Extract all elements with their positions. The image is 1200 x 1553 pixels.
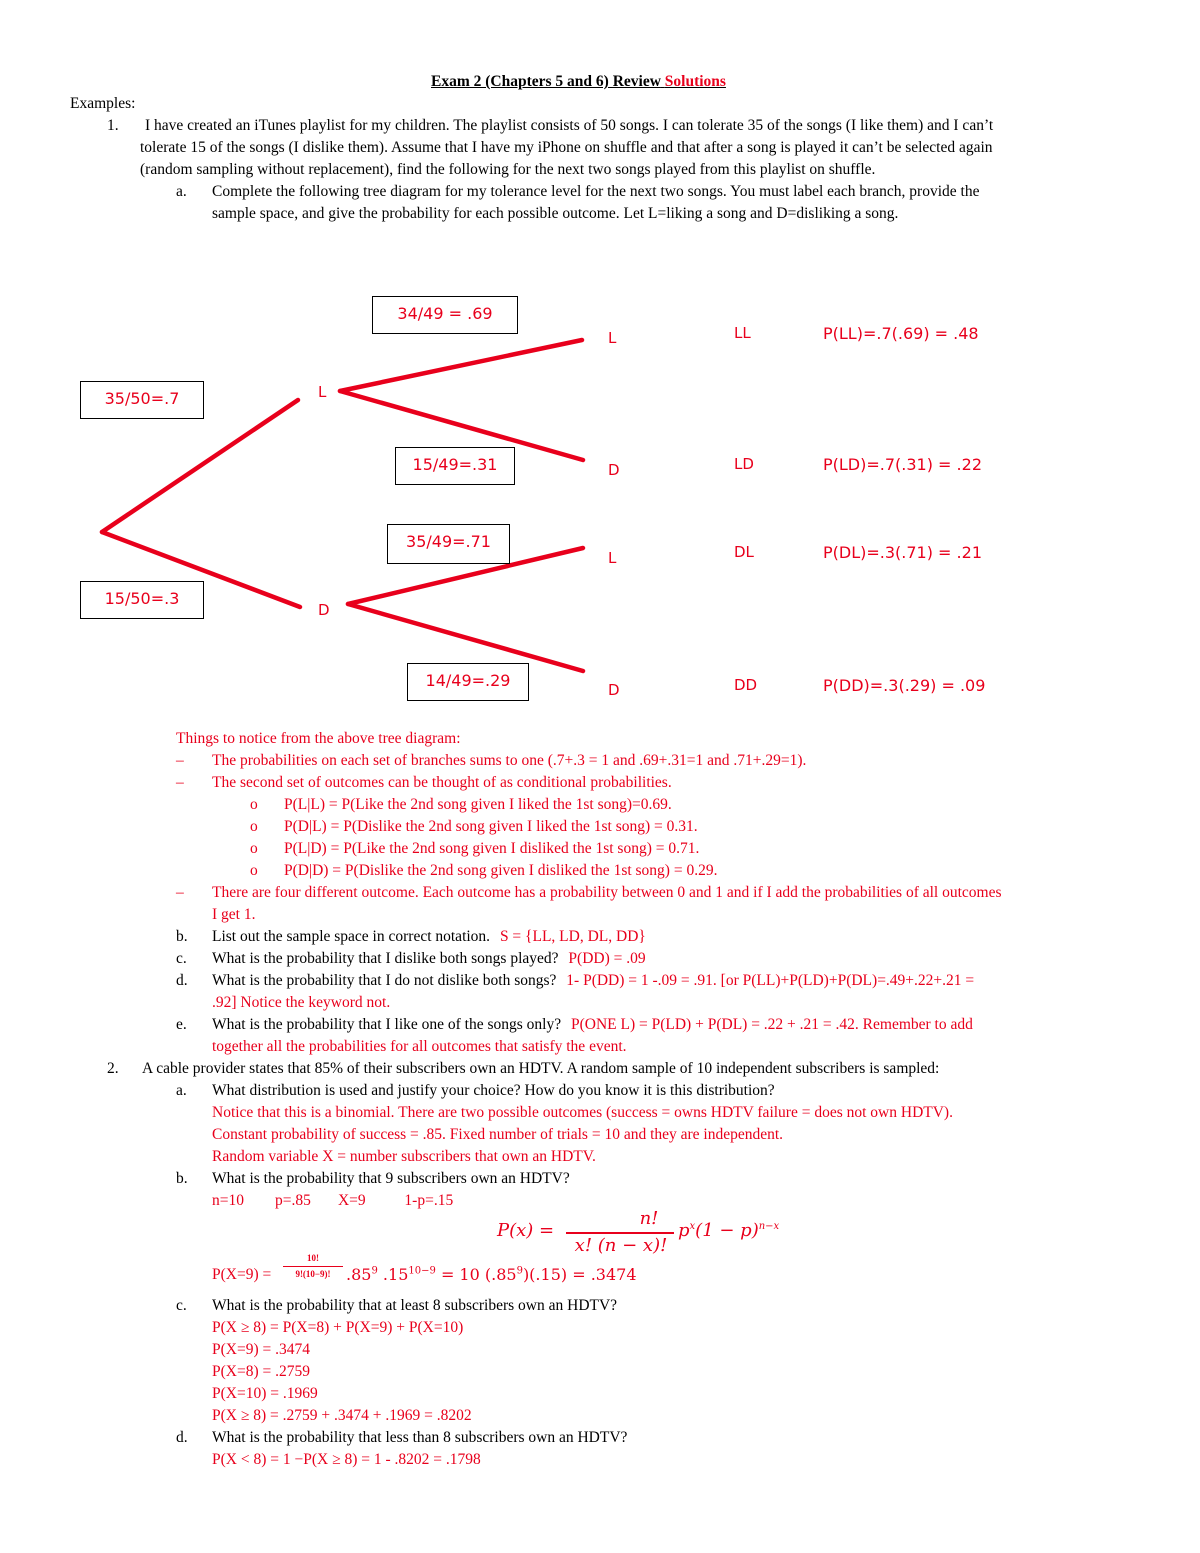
q2b-calc-den: 9!(10−9)! — [295, 1269, 331, 1279]
q2d-letter: d. — [176, 1429, 188, 1446]
title-text: Exam 2 (Chapters 5 and 6) Review — [431, 73, 661, 90]
bullet-o-3: o — [250, 840, 258, 857]
binomial-formula-rhs — [678, 1221, 779, 1241]
node-L: L — [318, 383, 327, 401]
q1-line3: (random sampling without replacement), find the following for the next two songs played from this playlist on shuffle. — [140, 161, 876, 178]
formula-exp-nx: n−x — [758, 1221, 780, 1232]
calc-exp-9b: 9 — [516, 1265, 523, 1277]
q2c-line4: P(X=10) = .1969 — [212, 1385, 318, 1402]
q2d-question: What is the probability that less than 8 subscribers own an HDTV? — [212, 1429, 628, 1446]
bullet-o-2: o — [250, 818, 258, 835]
branch-LL — [340, 340, 582, 391]
q2a-question: What distribution is used and justify your choice? How do you know it is this distribution? — [212, 1082, 775, 1099]
q2b-calc-prefix: P(X=9) = — [212, 1266, 272, 1283]
q2b-calc-bar — [283, 1266, 343, 1267]
calc-exp-9: 9 — [371, 1265, 378, 1277]
q1e-question-text: What is the probability that I like one of the songs only? — [212, 1016, 562, 1033]
cond-3: P(L|D) = P(Like the 2nd song given I disliked the 1st song) = 0.71. — [284, 840, 700, 857]
leaf-D-1: D — [608, 461, 620, 479]
note-3-line1: There are four different outcome. Each outcome has a probability between 0 and 1 and if I add the probabilities of all outcomes — [212, 884, 1002, 901]
note-1: The probabilities on each set of branches sums to one (.7+.3 = 1 and .69+.31=1 and .71+.29=1). — [212, 752, 807, 769]
q2a-answer-1: Notice that this is a binomial. There are two possible outcomes (success = owns HDTV failure = does not own HDTV). — [212, 1104, 953, 1121]
q1c-question-text: What is the probability that I dislike both songs played? — [212, 950, 559, 967]
q2a-answer-2: Constant probability of success = .85. Fixed number of trials = 10 and they are independent. — [212, 1126, 784, 1143]
outcome-LD: LD — [734, 455, 754, 473]
branch-first-L — [102, 400, 298, 532]
formula-one-minus-p: (1 − p) — [695, 1220, 759, 1241]
outcome-LL: LL — [734, 324, 751, 342]
q2d-answer: P(X < 8) = 1 −P(X ≥ 8) = 1 - .8202 = .1798 — [212, 1451, 481, 1468]
note-2: The second set of outcomes can be thought of as conditional probabilities. — [212, 774, 672, 791]
note-dash-1: – — [176, 752, 184, 769]
outcome-DL: DL — [734, 543, 754, 561]
q2c-question: What is the probability that at least 8 subscribers own an HDTV? — [212, 1297, 618, 1314]
box-first-L: 35/50=.7 — [80, 381, 204, 419]
q2b-calc-rest — [346, 1265, 637, 1285]
notes-heading: Things to notice from the above tree diagram: — [176, 730, 461, 747]
box-DD: 14/49=.29 — [407, 663, 529, 701]
prob-LL: P(LL)=.7(.69) = .48 — [823, 324, 979, 343]
bullet-o-4: o — [250, 862, 258, 879]
binomial-formula-lhs: P(x) = — [497, 1220, 555, 1241]
formula-exp-x: x — [689, 1221, 696, 1232]
q1d-letter: d. — [176, 972, 188, 989]
q1c-letter: c. — [176, 950, 187, 967]
q2a-answer-3: Random variable X = number subscribers that own an HDTV. — [212, 1148, 596, 1165]
cond-1: P(L|L) = P(Like the 2nd song given I liked the 1st song)=0.69. — [284, 796, 672, 813]
box-LL: 34/49 = .69 — [372, 296, 518, 334]
q2c-line5: P(X ≥ 8) = .2759 + .3474 + .1969 = .8202 — [212, 1407, 472, 1424]
q1-line2: tolerate 15 of the songs (I dislike them). Assume that I have my iPhone on shuffle and that after a song is played it can’t be selected again — [140, 139, 993, 156]
q1c-answer: P(DD) = .09 — [568, 950, 646, 967]
note-3-line2: I get 1. — [212, 906, 256, 923]
cond-2: P(D|L) = P(Dislike the 2nd song given I liked the 1st song) = 0.31. — [284, 818, 698, 835]
q1d-answer-line1: 1- P(DD) = 1 -.09 = .91. [or P(LL)+P(LD)+P(DL)=.49+.22+.21 = — [566, 972, 975, 989]
q1e-answer-line1: P(ONE L) = P(LD) + P(DL) = .22 + .21 = .42. Remember to add — [570, 1016, 973, 1033]
note-dash-2: – — [176, 774, 184, 791]
q2b-calc-num: 10! — [307, 1253, 319, 1263]
q1d-question-text: What is the probability that I do not dislike both songs? — [212, 972, 557, 989]
binomial-fraction-bar — [566, 1232, 674, 1234]
box-LD: 15/49=.31 — [395, 447, 515, 485]
q1b-question — [212, 927, 646, 947]
q1a-line1: Complete the following tree diagram for my tolerance level for the next two songs. You must label each branch, provide the — [212, 183, 980, 200]
binomial-formula-num: n! — [639, 1208, 659, 1229]
q1a-letter: a. — [176, 183, 187, 200]
q2c-letter: c. — [176, 1297, 187, 1314]
q2-number: 2. — [107, 1060, 119, 1077]
q1-number: 1. — [107, 117, 119, 134]
outcome-DD: DD — [734, 676, 758, 694]
calc-exp-10-9: 10−9 — [408, 1265, 436, 1277]
bullet-o-1: o — [250, 796, 258, 813]
examples-label: Examples: — [70, 95, 136, 112]
box-first-D: 15/50=.3 — [80, 581, 204, 619]
binomial-formula-den: x! (n − x)! — [574, 1235, 668, 1256]
q1a-line2: sample space, and give the probability for each possible outcome. Let L=liking a song and D=disliking a song. — [212, 205, 899, 222]
node-D: D — [318, 601, 330, 619]
q1d-answer-line2: .92] Notice the keyword not. — [212, 994, 391, 1011]
q2b-letter: b. — [176, 1170, 188, 1187]
q2c-line1: P(X ≥ 8) = P(X=8) + P(X=9) + P(X=10) — [212, 1319, 464, 1336]
calc-15: .15 — [382, 1265, 409, 1284]
tree-diagram — [0, 0, 1200, 760]
prob-DL: P(DL)=.3(.71) = .21 — [823, 543, 982, 562]
prob-LD: P(LD)=.7(.31) = .22 — [823, 455, 982, 474]
q1e-letter: e. — [176, 1016, 187, 1033]
q1-line1: I have created an iTunes playlist for my children. The playlist consists of 50 songs. I can tolerate 35 of the songs (I like them) and I can’t — [145, 117, 994, 134]
title-solutions: Solutions — [664, 73, 726, 90]
formula-p: p — [678, 1220, 690, 1241]
q1c-question — [212, 949, 646, 969]
prob-DD: P(DD)=.3(.29) = .09 — [823, 676, 986, 695]
box-DL: 35/49=.71 — [387, 524, 510, 564]
calc-85: .85 — [346, 1265, 372, 1284]
q2b-question: What is the probability that 9 subscribers own an HDTV? — [212, 1170, 570, 1187]
leaf-L-2: L — [608, 549, 617, 567]
q1b-answer: S = {LL, LD, DL, DD} — [499, 928, 646, 945]
q2-text: A cable provider states that 85% of their subscribers own an HDTV. A random sample of 10 independent subscribers is sampled: — [142, 1060, 940, 1077]
q2c-line3: P(X=8) = .2759 — [212, 1363, 310, 1380]
q1b-question-text: List out the sample space in correct notation. — [212, 928, 491, 945]
branch-DD — [348, 604, 583, 671]
q2b-params: n=10 p=.85 X=9 1-p=.15 — [212, 1192, 454, 1209]
q1d-question — [212, 971, 974, 991]
q1e-answer-line2: together all the probabilities for all outcomes that satisfy the event. — [212, 1038, 627, 1055]
leaf-D-2: D — [608, 681, 620, 699]
q1b-letter: b. — [176, 928, 188, 945]
cond-4: P(D|D) = P(Dislike the 2nd song given I disliked the 1st song) = 0.29. — [284, 862, 718, 879]
note-dash-3: – — [176, 884, 184, 901]
leaf-L-1: L — [608, 329, 617, 347]
q2c-line2: P(X=9) = .3474 — [212, 1341, 310, 1358]
q2a-letter: a. — [176, 1082, 187, 1099]
q1e-question — [212, 1015, 973, 1035]
calc-result: )(.15) = .3474 — [522, 1265, 637, 1284]
calc-10-85: = 10 (.85 — [440, 1265, 517, 1284]
